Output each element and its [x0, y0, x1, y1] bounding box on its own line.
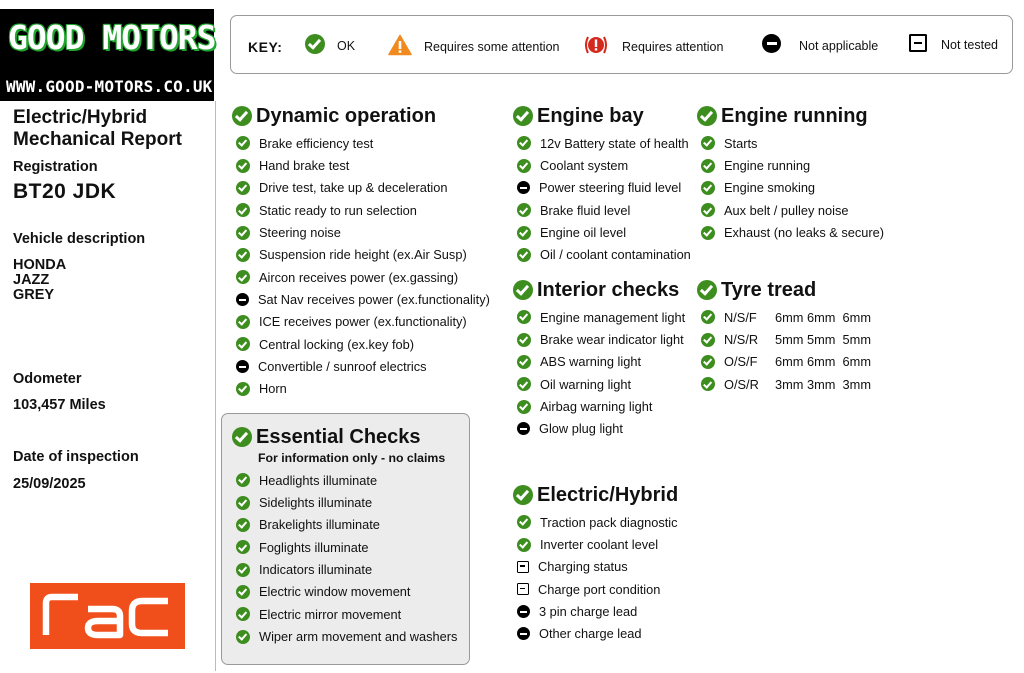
section-essential-checks [232, 424, 457, 648]
check-item-label: Exhaust (no leaks & secure) [724, 225, 885, 241]
check-item [232, 581, 457, 603]
check-item-label: Sidelights illuminate [259, 495, 373, 511]
check-item-label: Static ready to run selection [259, 202, 417, 218]
not-applicable-icon [236, 293, 249, 306]
check-item [513, 154, 691, 176]
check-item-label: Power steering fluid level [539, 180, 682, 196]
ok-icon [513, 485, 533, 505]
check-item-label: Brake fluid level [540, 202, 631, 218]
check-item-label: Headlights illuminate [259, 472, 378, 488]
check-item-label: Hand brake test [259, 158, 350, 174]
not-applicable-icon [517, 605, 530, 618]
check-item-label: Engine running [724, 158, 811, 174]
odometer-label: Odometer [13, 371, 82, 387]
check-item [513, 556, 678, 578]
ok-icon [236, 607, 250, 621]
check-item [232, 311, 490, 333]
ok-icon [701, 333, 715, 347]
check-item [513, 306, 685, 328]
ok-icon [517, 159, 531, 173]
check-item-label: Suspension ride height (ex.Air Susp) [259, 247, 467, 263]
check-item-label: Inverter coolant level [540, 537, 659, 553]
not-applicable-icon [517, 627, 530, 640]
interior-checks-list [513, 306, 685, 440]
tyre-tread-values: 5mm 5mm 5mm [775, 332, 871, 348]
check-item-label: Aux belt / pulley noise [724, 202, 849, 218]
ok-icon [513, 280, 533, 300]
ok-icon [236, 203, 250, 217]
check-item [697, 373, 871, 395]
check-item-label: 3 pin charge lead [539, 604, 638, 620]
not-applicable-icon [762, 34, 781, 53]
section-engine-bay [513, 103, 691, 266]
section-title: Interior checks [513, 277, 685, 303]
section-title: Engine running [697, 103, 884, 129]
check-item-label: Brake efficiency test [259, 135, 374, 151]
check-item [232, 625, 457, 647]
rac-logo [30, 583, 185, 649]
check-item [513, 395, 685, 417]
ok-icon [517, 203, 531, 217]
vehicle-colour: GREY [13, 287, 55, 303]
check-item-label: Airbag warning light [540, 399, 653, 415]
section-engine-running [697, 103, 884, 244]
ok-icon [236, 270, 250, 284]
check-item-label: O/S/F [724, 354, 758, 370]
key-item-not-applicable [762, 34, 878, 53]
section-title: Essential Checks [232, 424, 457, 450]
section-title: Engine bay [513, 103, 691, 129]
check-item [697, 199, 884, 221]
ok-icon [701, 136, 715, 150]
panel-divider [215, 101, 216, 671]
engine-running-list [697, 132, 884, 244]
check-item-label: Drive test, take up & deceleration [259, 180, 448, 196]
key-item-attention [582, 34, 723, 56]
ok-icon [701, 355, 715, 369]
ok-icon [517, 377, 531, 391]
check-item-label: N/S/F [724, 309, 757, 325]
tyre-tread-values: 3mm 3mm 3mm [775, 376, 871, 392]
key-label-not-applicable: Not applicable [799, 38, 879, 53]
check-item-label: Traction pack diagnostic [540, 514, 678, 530]
section-electric-hybrid [513, 482, 678, 645]
ok-icon [236, 315, 250, 329]
check-item [513, 623, 678, 645]
check-item [232, 132, 490, 154]
section-interior-checks [513, 277, 685, 440]
check-item-label: Brake wear indicator light [540, 332, 684, 348]
check-item-label: Other charge lead [539, 626, 642, 642]
check-item-label: Oil / coolant contamination [540, 247, 691, 263]
section-title: Dynamic operation [232, 103, 490, 129]
check-item [232, 355, 490, 377]
section-tyre-tread [697, 277, 871, 395]
check-item [232, 514, 457, 536]
check-item-label: Sat Nav receives power (ex.functionality) [258, 292, 490, 308]
check-item [697, 351, 871, 373]
check-item [513, 244, 691, 266]
ok-icon [517, 515, 531, 529]
registration-label: Registration [13, 159, 98, 175]
check-item-label: Glow plug light [539, 421, 623, 437]
check-item-label: Aircon receives power (ex.gassing) [259, 269, 459, 285]
check-item [232, 536, 457, 558]
key-label-some-attention: Requires some attention [424, 40, 560, 54]
check-item [232, 333, 490, 355]
check-item-label: 12v Battery state of health [540, 135, 689, 151]
ok-icon [517, 248, 531, 262]
check-item [513, 221, 691, 243]
ok-icon [701, 377, 715, 391]
check-item [697, 177, 884, 199]
not-tested-icon [909, 34, 927, 52]
ok-icon [517, 355, 531, 369]
key-legend [230, 15, 1013, 74]
logo-url: WWW.GOOD-MOTORS.CO.UK [6, 77, 213, 96]
check-item [232, 266, 490, 288]
report-title: Electric/Hybrid Mechanical Report [13, 107, 182, 150]
check-item-label: ABS warning light [540, 354, 642, 370]
check-item-label: Starts [724, 135, 758, 151]
key-item-ok [305, 34, 355, 54]
tyre-tread-values: 6mm 6mm 6mm [775, 309, 871, 325]
section-dynamic-operation [232, 103, 490, 400]
check-item-label: Foglights illuminate [259, 539, 369, 555]
ok-icon [701, 181, 715, 195]
vehicle-model: JAZZ [13, 272, 50, 288]
check-item-label: Horn [259, 381, 287, 397]
check-item-label: Charging status [538, 559, 628, 575]
key-label-not-tested: Not tested [941, 38, 998, 52]
inspection-date-label: Date of inspection [13, 449, 139, 465]
ok-icon [236, 563, 250, 577]
check-item [232, 221, 490, 243]
check-item [513, 578, 678, 600]
section-title: Electric/Hybrid [513, 482, 678, 508]
good-motors-logo [0, 9, 214, 101]
ok-icon [232, 106, 252, 126]
ok-icon [517, 333, 531, 347]
check-item-label: Steering noise [259, 225, 341, 241]
engine-bay-list [513, 132, 691, 266]
ok-icon [517, 400, 531, 414]
ok-icon [513, 106, 533, 126]
check-item-label: N/S/R [724, 332, 759, 348]
not-applicable-icon [517, 422, 530, 435]
check-item-label: Engine smoking [724, 180, 816, 196]
check-item-label: Wiper arm movement and washers [259, 629, 458, 645]
check-item-label: Electric window movement [259, 584, 411, 600]
vehicle-description-label: Vehicle description [13, 231, 146, 247]
ok-icon [701, 226, 715, 240]
tyre-tread-list [697, 306, 871, 395]
check-item-label: Charge port condition [538, 581, 661, 597]
check-item-label: Coolant system [540, 158, 629, 174]
check-item [232, 558, 457, 580]
key-label-ok: OK [337, 39, 356, 53]
electric-hybrid-list [513, 511, 678, 645]
check-item-label: Electric mirror movement [259, 606, 402, 622]
ok-icon [697, 280, 717, 300]
ok-icon [517, 226, 531, 240]
ok-icon [236, 159, 250, 173]
ok-icon [236, 226, 250, 240]
not-tested-icon [517, 583, 529, 595]
check-item [513, 418, 685, 440]
dynamic-operation-list [232, 132, 490, 400]
check-item [513, 132, 691, 154]
key-item-some-attention [388, 34, 560, 56]
ok-icon [236, 630, 250, 644]
essential-checks-list [232, 469, 457, 648]
check-item-label: Indicators illuminate [259, 562, 373, 578]
check-item [232, 177, 490, 199]
check-item [232, 469, 457, 491]
check-item [513, 533, 678, 555]
check-item [513, 328, 685, 350]
check-item [697, 132, 884, 154]
section-title: Tyre tread [697, 277, 871, 303]
check-item [513, 511, 678, 533]
check-item [232, 199, 490, 221]
ok-icon [701, 310, 715, 324]
vehicle-make: HONDA [13, 257, 67, 273]
ok-icon [232, 427, 252, 447]
check-item-label: Convertible / sunroof electrics [258, 359, 427, 375]
check-item [697, 221, 884, 243]
check-item-label: Engine oil level [540, 225, 627, 241]
ok-icon [517, 538, 531, 552]
ok-icon [236, 585, 250, 599]
not-tested-icon [517, 561, 529, 573]
check-item [513, 351, 685, 373]
ok-icon [236, 540, 250, 554]
ok-icon [701, 159, 715, 173]
check-item [232, 378, 490, 400]
check-item-label: Engine management light [540, 309, 686, 325]
registration-value: BT20 JDK [13, 180, 117, 203]
check-item-label: Oil warning light [540, 376, 632, 392]
check-item [232, 491, 457, 513]
ok-icon [701, 203, 715, 217]
essential-subtitle: For information only - no claims [258, 451, 446, 465]
ok-icon [236, 248, 250, 262]
check-item-label: Central locking (ex.key fob) [259, 336, 415, 352]
ok-icon [236, 337, 250, 351]
check-item [232, 288, 490, 310]
ok-icon [697, 106, 717, 126]
key-title: KEY: [248, 39, 283, 55]
check-item [232, 154, 490, 176]
key-item-not-tested [909, 34, 998, 52]
inspection-date-value: 25/09/2025 [13, 476, 86, 492]
ok-icon [236, 181, 250, 195]
attention-exclamation-icon [582, 34, 610, 56]
check-item [697, 154, 884, 176]
vehicle-description [13, 258, 66, 303]
key-label-attention: Requires attention [622, 40, 724, 54]
logo-title: GOOD MOTORS [8, 18, 216, 57]
ok-icon [236, 136, 250, 150]
tyre-tread-values: 6mm 6mm 6mm [775, 354, 871, 370]
not-applicable-icon [236, 360, 249, 373]
check-item [513, 600, 678, 622]
not-applicable-icon [517, 181, 530, 194]
odometer-value: 103,457 Miles [13, 397, 106, 413]
ok-icon [236, 382, 250, 396]
check-item [513, 177, 691, 199]
check-item [232, 244, 490, 266]
ok-icon [517, 310, 531, 324]
ok-icon [236, 496, 250, 510]
check-item [232, 603, 457, 625]
warning-triangle-icon [388, 34, 412, 56]
check-item-label: Brakelights illuminate [259, 517, 380, 533]
ok-icon [236, 473, 250, 487]
ok-icon [236, 518, 250, 532]
check-item [513, 199, 691, 221]
check-item [513, 373, 685, 395]
check-item [697, 306, 871, 328]
ok-icon [517, 136, 531, 150]
check-item [697, 328, 871, 350]
check-item-label: ICE receives power (ex.functionality) [259, 314, 467, 330]
check-item-label: O/S/R [724, 376, 759, 392]
ok-icon [305, 34, 325, 54]
